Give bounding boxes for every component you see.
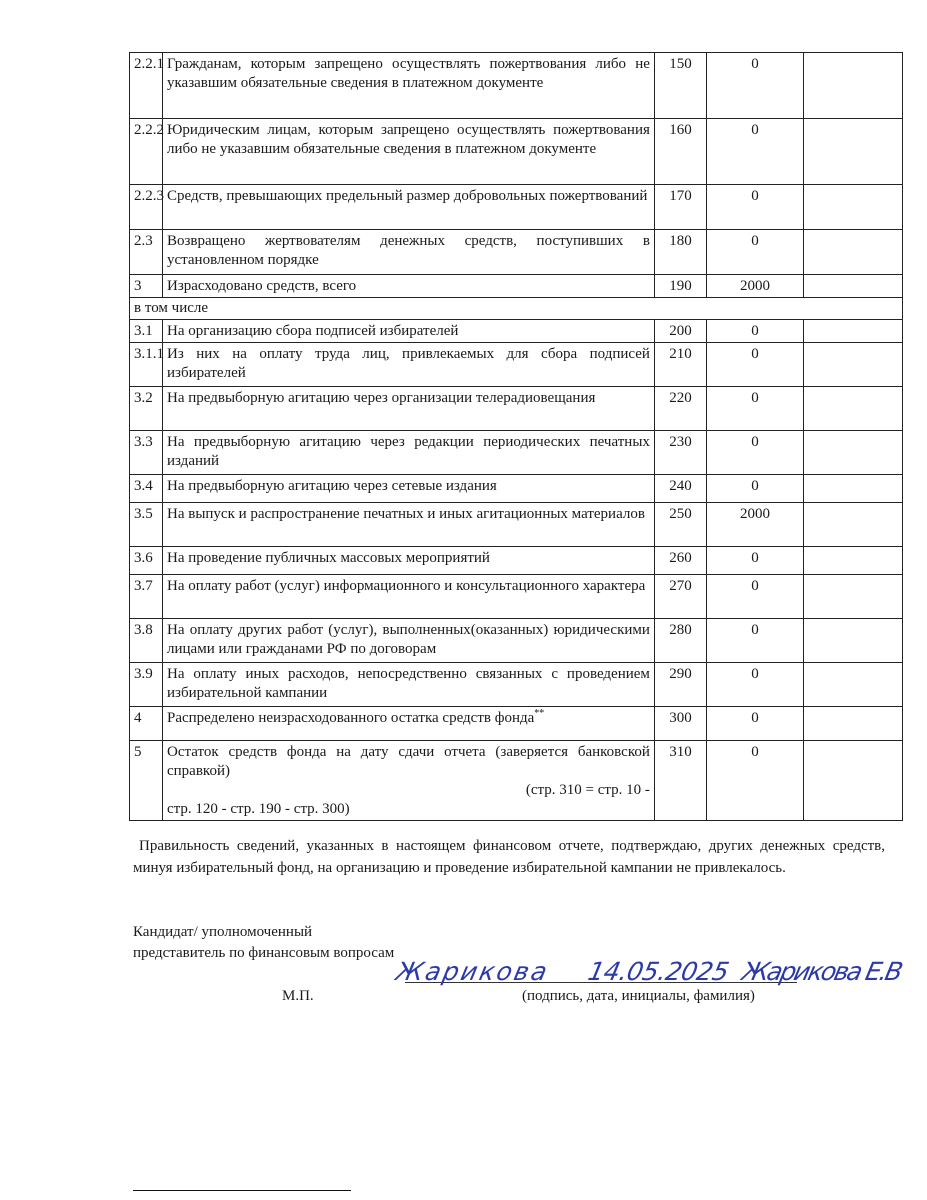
row-sum: 0 <box>707 230 804 275</box>
row-code: 270 <box>654 575 706 619</box>
subheader-label: в том числе <box>130 298 903 320</box>
row-number: 2.2.2 <box>130 119 163 185</box>
table-subheader-row <box>130 298 903 320</box>
row-number: 2.2.3 <box>130 185 163 230</box>
row-sum: 0 <box>707 741 804 821</box>
row-number: 3.4 <box>130 475 163 503</box>
table-row <box>130 53 903 119</box>
handwritten-signature: Жарикова <box>393 957 550 986</box>
row-note <box>803 503 902 547</box>
table-row <box>130 387 903 431</box>
table-row <box>130 431 903 475</box>
row-code: 300 <box>654 707 706 741</box>
row-code: 230 <box>654 431 706 475</box>
row-description <box>163 741 655 821</box>
row-code: 260 <box>654 547 706 575</box>
row-sum: 0 <box>707 431 804 475</box>
row-description: Возвращено жертвователям денежных средств, поступивших в установленном порядке <box>163 230 655 275</box>
row-number: 3.6 <box>130 547 163 575</box>
row-number: 3.3 <box>130 431 163 475</box>
row-note <box>803 741 902 821</box>
row-sum: 0 <box>707 707 804 741</box>
row-description-block <box>167 743 650 781</box>
row-description: На предвыборную агитацию через сетевые издания <box>163 475 655 503</box>
row-number: 3.5 <box>130 503 163 547</box>
row-formula-right: (стр. 310 = стр. 10 - <box>525 782 650 798</box>
table-row <box>130 707 903 741</box>
row-sum: 0 <box>707 343 804 387</box>
confirmation-paragraph: Правильность сведений, указанных в настоящем финансовом отчете, подтверждаю, других денежных средств, минуя избирательный фонд, на организацию и проведение избирательной кампании не привлекалось. <box>133 838 885 876</box>
row-description: На предвыборную агитацию через редакции периодических печатных изданий <box>163 431 655 475</box>
row-number: 3.1.1 <box>130 343 163 387</box>
row-note <box>803 707 902 741</box>
row-note <box>803 663 902 707</box>
row-note <box>803 185 902 230</box>
row-code: 220 <box>654 387 706 431</box>
row-note <box>803 619 902 663</box>
row-note <box>803 475 902 503</box>
signature-caption: (подпись, дата, инициалы, фамилия) <box>522 988 755 1004</box>
row-note <box>803 387 902 431</box>
row-description-text: Распределено неизрасходованного остатка средств фонда <box>167 710 535 726</box>
row-description: На оплату других работ (услуг), выполненных(оказанных) юридическими лицами или гражданами РФ по договорам <box>163 619 655 663</box>
row-code: 240 <box>654 475 706 503</box>
table-row <box>130 320 903 343</box>
row-code: 180 <box>654 230 706 275</box>
row-number: 3.8 <box>130 619 163 663</box>
row-code: 290 <box>654 663 706 707</box>
row-code: 170 <box>654 185 706 230</box>
row-description: Из них на оплату труда лиц, привлекаемых для сбора подписей избирателей <box>163 343 655 387</box>
row-note <box>803 547 902 575</box>
table-row <box>130 475 903 503</box>
footnote-divider <box>133 1190 351 1191</box>
table-row <box>130 741 903 821</box>
row-number: 4 <box>130 707 163 741</box>
table-row <box>130 575 903 619</box>
row-description: На оплату работ (услуг) информационного и консультационного характера <box>163 575 655 619</box>
row-formula-last: стр. 120 - стр. 190 - стр. 300) <box>167 801 350 817</box>
table-row <box>130 547 903 575</box>
row-number: 5 <box>130 741 163 821</box>
row-formula-line <box>167 781 650 800</box>
row-note <box>803 320 902 343</box>
row-code: 190 <box>654 275 706 298</box>
signer-block <box>133 922 394 964</box>
signer-line-2: представитель по финансовым вопросам <box>133 945 395 961</box>
row-description: На оплату иных расходов, непосредственно связанных с проведением избирательной кампании <box>163 663 655 707</box>
row-sum: 0 <box>707 320 804 343</box>
row-note <box>803 343 902 387</box>
table-row <box>130 275 903 298</box>
row-note <box>803 575 902 619</box>
row-code: 310 <box>654 741 706 821</box>
row-number: 3.2 <box>130 387 163 431</box>
row-description: На предвыборную агитацию через организации телерадиовещания <box>163 387 655 431</box>
row-sum: 0 <box>707 575 804 619</box>
handwritten-signature-image <box>393 946 908 994</box>
row-description: Израсходовано средств, всего <box>163 275 655 298</box>
row-description: Юридическим лицам, которым запрещено осуществлять пожертвования либо не указавшим обязательные сведения в платежном документе <box>163 119 655 185</box>
row-sum: 0 <box>707 547 804 575</box>
table-row <box>130 119 903 185</box>
row-sum: 2000 <box>707 503 804 547</box>
row-number: 3 <box>130 275 163 298</box>
row-note <box>803 119 902 185</box>
stamp-label: М.П. <box>282 988 314 1004</box>
row-sum: 0 <box>707 387 804 431</box>
row-description-text: Остаток средств фонда на дату сдачи отчета (заверяется банковской справкой) <box>167 744 650 779</box>
row-description: Средств, превышающих предельный размер добровольных пожертвований <box>163 185 655 230</box>
row-description: На проведение публичных массовых мероприятий <box>163 547 655 575</box>
row-code: 280 <box>654 619 706 663</box>
row-code: 160 <box>654 119 706 185</box>
row-note <box>803 431 902 475</box>
row-sum: 0 <box>707 619 804 663</box>
row-number: 3.9 <box>130 663 163 707</box>
table-row <box>130 619 903 663</box>
row-note <box>803 230 902 275</box>
signer-line-1: Кандидат/ уполномоченный <box>133 924 313 940</box>
row-sum: 0 <box>707 475 804 503</box>
row-number: 2.3 <box>130 230 163 275</box>
handwritten-name: Жарикова Е.В <box>739 957 906 986</box>
row-sum: 0 <box>707 119 804 185</box>
row-sum: 0 <box>707 663 804 707</box>
row-description: Гражданам, которым запрещено осуществлять пожертвования либо не указавшим обязательные сведения в платежном документе <box>163 53 655 119</box>
table-row <box>130 503 903 547</box>
row-sum: 0 <box>707 53 804 119</box>
finance-report-table <box>129 52 903 821</box>
footnote-mark: ** <box>534 708 545 719</box>
row-description <box>163 707 655 741</box>
table-row <box>130 343 903 387</box>
table-row <box>130 185 903 230</box>
row-code: 150 <box>654 53 706 119</box>
row-sum: 2000 <box>707 275 804 298</box>
row-description: На организацию сбора подписей избирателей <box>163 320 655 343</box>
row-number: 3.1 <box>130 320 163 343</box>
row-code: 210 <box>654 343 706 387</box>
row-sum: 0 <box>707 185 804 230</box>
row-code: 250 <box>654 503 706 547</box>
table-row <box>130 663 903 707</box>
row-number: 2.2.1 <box>130 53 163 119</box>
row-note <box>803 53 902 119</box>
row-code: 200 <box>654 320 706 343</box>
row-description: На выпуск и распространение печатных и иных агитационных материалов <box>163 503 655 547</box>
table-row <box>130 230 903 275</box>
handwritten-date: 14.05.2025 <box>585 957 732 986</box>
row-note <box>803 275 902 298</box>
row-number: 3.7 <box>130 575 163 619</box>
